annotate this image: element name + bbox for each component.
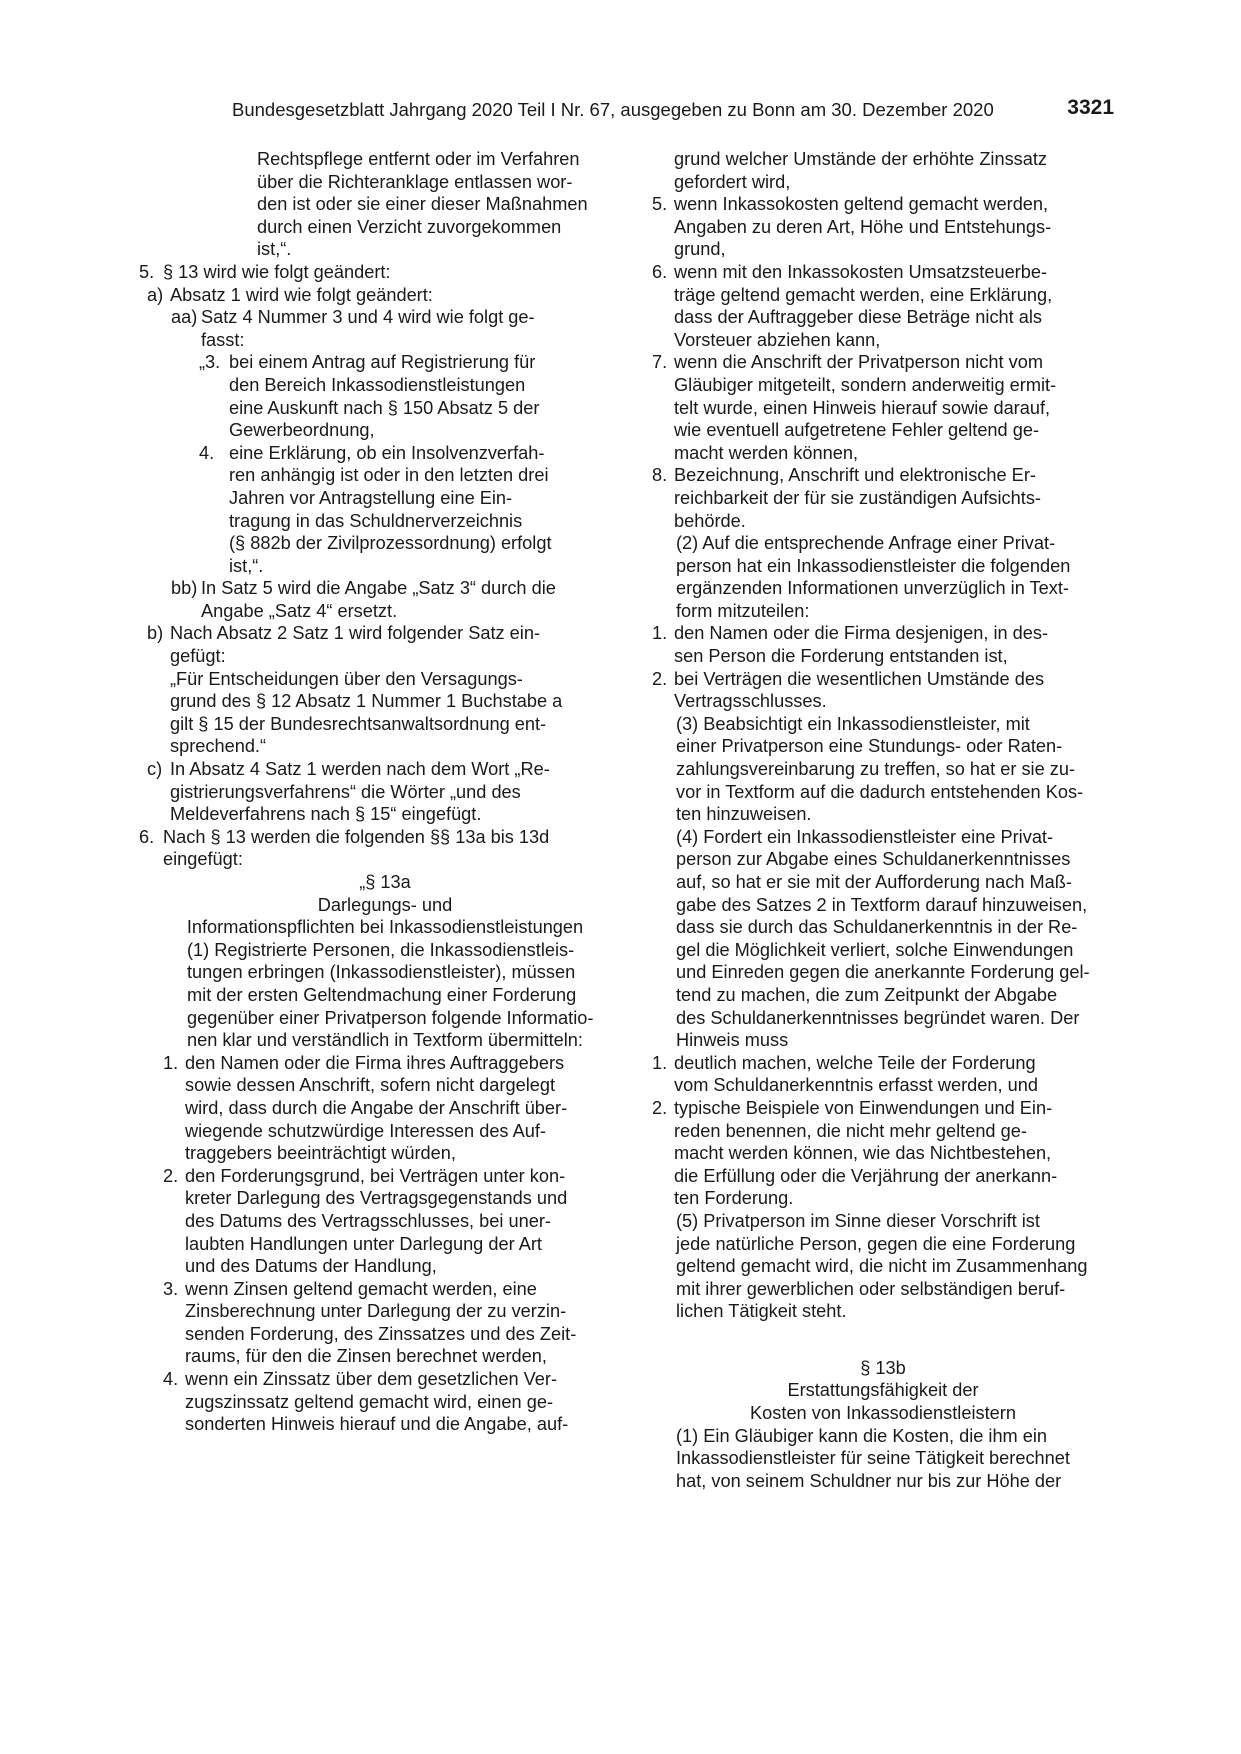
inserted-sentence-quote [170, 668, 607, 758]
text-line: grund des § 12 Absatz 1 Nummer 1 Buchstabe a [170, 691, 563, 712]
item-label: aa) [171, 307, 198, 328]
list-item-5 [652, 193, 1114, 261]
right-column [652, 148, 1114, 1492]
continued-item-text [257, 148, 607, 261]
text-line: Absatz 1 wird wie folgt geändert: [170, 284, 433, 305]
text-line: den Forderungsgrund, bei Verträgen unter kon- [185, 1165, 566, 1186]
item-text [674, 1052, 1114, 1097]
text-line: gel die Möglichkeit verliert, solche Einwendungen [676, 939, 1074, 960]
text-line: mit der ersten Geltendmachung einer Forderung [187, 984, 577, 1005]
text-line: den Namen oder die Firma desjenigen, in des- [674, 623, 1049, 644]
item-text [201, 577, 607, 622]
text-line: und Einreden gegen die anerkannte Forderung gel- [676, 962, 1090, 983]
paragraph-2 [652, 532, 1114, 622]
text-line: Gewerbeordnung, [229, 420, 375, 441]
item-label: 2. [652, 1097, 668, 1118]
amendment-item-c [147, 758, 607, 826]
text-line: den Namen oder die Firma ihres Auftraggebers [185, 1052, 565, 1073]
text-line: In Satz 5 wird die Angabe „Satz 3“ durch die [201, 578, 556, 599]
text-line: (5) Privatperson im Sinne dieser Vorschrift ist [676, 1210, 1040, 1231]
text-line: des Datums des Vertragsschlusses, bei uner- [185, 1210, 551, 1231]
amendment-item-a [147, 284, 607, 307]
text-line: lichen Tätigkeit steht. [676, 1301, 847, 1322]
text-line: macht werden können, [674, 442, 859, 463]
section-heading-13b: § 13b [860, 1357, 906, 1378]
item-label: 8. [652, 465, 668, 486]
text-line: einer Privatperson eine Stundungs- oder Raten- [676, 736, 1063, 757]
text-line: vom Schuldanerkenntnis erfasst werden, und [674, 1075, 1038, 1096]
item-text [229, 442, 607, 578]
text-line: Bezeichnung, Anschrift und elektronische Er- [674, 465, 1036, 486]
paragraph-13b-1 [652, 1425, 1114, 1493]
text-line: grund welcher Umstände der erhöhte Zinssatz [674, 149, 1048, 169]
text-line: fasst: [201, 329, 245, 350]
text-line: sowie dessen Anschrift, sofern nicht dargelegt [185, 1075, 556, 1096]
text-line: dass der Auftraggeber diese Beträge nicht als [674, 307, 1043, 328]
header-title: Bundesgesetzblatt Jahrgang 2020 Teil I Nr. 67, ausgegeben zu Bonn am 30. Dezember 2020 [232, 99, 994, 120]
item-label: 2. [652, 668, 668, 689]
item-label: 4. [163, 1369, 179, 1390]
text-line: reichbarkeit der für sie zuständigen Aufsichts- [674, 487, 1041, 508]
text-line: (1) Ein Gläubiger kann die Kosten, die ihm ein [676, 1425, 1048, 1446]
text-line: ten Forderung. [674, 1188, 794, 1209]
text-line: gabe des Satzes 2 in Textform darauf hinzuweisen, [676, 894, 1088, 915]
text-line: tragung in das Schuldnerverzeichnis [229, 510, 523, 531]
list-item-2 [652, 668, 1114, 713]
text-line: eingefügt: [163, 849, 243, 870]
paragraph-4 [652, 826, 1114, 1052]
item-text [185, 1278, 607, 1368]
item-text [163, 826, 607, 871]
text-line: ist,“. [229, 555, 264, 576]
text-line: sen Person die Forderung entstanden ist, [674, 646, 1008, 667]
text-line: In Absatz 4 Satz 1 werden nach dem Wort „Re- [170, 759, 550, 780]
text-line: den ist oder sie einer dieser Maßnahmen [257, 194, 588, 215]
text-line: (1) Registrierte Personen, die Inkassodienstleis- [187, 939, 575, 960]
text-line: Darlegungs- und [317, 894, 453, 915]
text-line: (2) Auf die entsprechende Anfrage einer Privat- [676, 533, 1056, 554]
text-line: nen klar und verständlich in Textform übermitteln: [187, 1030, 583, 1051]
item-text [185, 1052, 607, 1165]
text-line: gistrierungsverfahrens“ die Wörter „und des [170, 781, 521, 802]
text-line: sprechend.“ [170, 736, 267, 757]
text-line: telt wurde, einen Hinweis hierauf sowie darauf, [674, 397, 1051, 418]
text-line: Satz 4 Nummer 3 und 4 wird wie folgt ge- [201, 307, 535, 328]
text-line: wird, dass durch die Angabe der Anschrift über- [185, 1097, 568, 1118]
item-label: c) [147, 759, 163, 780]
text-line: gegenüber einer Privatperson folgende Informatio- [187, 1007, 594, 1028]
text-line: dass sie durch das Schuldanerkenntnis in der Re- [676, 917, 1078, 938]
text-line: typische Beispiele von Einwendungen und Ein- [674, 1097, 1053, 1118]
amendment-item-aa [171, 306, 607, 351]
text-line: behörde. [674, 510, 746, 531]
paragraph-5 [652, 1210, 1114, 1323]
item-text [170, 284, 607, 307]
item-text [674, 464, 1114, 532]
text-line: eine Auskunft nach § 150 Absatz 5 der [229, 397, 540, 418]
amendment-item-bb [171, 577, 607, 622]
text-line: Rechtspflege entfernt oder im Verfahren [257, 149, 580, 169]
text-line: traggebers beeinträchtigt würden, [185, 1143, 456, 1164]
text-line: Angaben zu deren Art, Höhe und Entstehungs- [674, 216, 1052, 237]
text-line: Vorsteuer abziehen kann, [674, 329, 881, 350]
item-label: a) [147, 284, 164, 305]
text-line: gefügt: [170, 646, 226, 667]
text-line: ergänzenden Informationen unverzüglich in Text- [676, 578, 1069, 599]
text-line: zahlungsvereinbarung zu treffen, so hat er sie zu- [676, 759, 1076, 780]
text-line: auf, so hat er sie mit der Aufforderung nach Maß- [676, 872, 1072, 892]
text-line: (4) Fordert ein Inkassodienstleister eine Privat- [676, 826, 1054, 847]
text-line: macht werden können, wie das Nichtbestehen, [674, 1143, 1052, 1164]
item-text [674, 1097, 1114, 1210]
text-line: und des Datums der Handlung, [185, 1256, 437, 1277]
text-line: wenn mit den Inkassokosten Umsatzsteuerbe- [674, 261, 1048, 282]
text-line: die Erfüllung oder die Verjährung der anerkann- [674, 1165, 1058, 1186]
text-line: sonderten Hinweis hierauf und die Angabe, auf- [185, 1414, 569, 1435]
text-line: wenn Inkassokosten geltend gemacht werden, [674, 194, 1049, 215]
text-line: geltend gemacht wird, die nicht im Zusammenhang [676, 1256, 1088, 1277]
text-line: gilt § 15 der Bundesrechtsanwaltsordnung ent- [170, 713, 547, 734]
paragraph-3 [652, 713, 1114, 826]
amendment-item-b [147, 622, 607, 667]
list-item-8 [652, 464, 1114, 532]
item-label: 1. [163, 1052, 179, 1073]
text-line: des Schuldanerkenntnisses begründet waren. Der [676, 1007, 1080, 1028]
item-text [185, 1165, 607, 1278]
text-line: tend zu machen, die zum Zeitpunkt der Abgabe [676, 984, 1058, 1005]
item-label: 6. [652, 261, 668, 282]
text-line: mit ihrer gewerblichen oder selbständigen beruf- [676, 1278, 1066, 1299]
text-line: Zinsberechnung unter Darlegung der zu verzin- [185, 1301, 567, 1322]
text-line: reden benennen, die nicht mehr geltend ge- [674, 1120, 1027, 1141]
text-line: den Bereich Inkassodienstleistungen [229, 374, 526, 395]
item-label: 5. [652, 194, 668, 215]
item-text [163, 261, 607, 284]
item-label: 2. [163, 1165, 179, 1186]
item-label: 7. [652, 352, 668, 373]
text-line: wie eventuell aufgetretene Fehler geltend ge- [674, 420, 1040, 441]
text-line: Hinweis muss [676, 1030, 789, 1051]
list-item-3 [163, 1278, 607, 1368]
text-line: zugszinssatz geltend gemacht wird, einen ge- [185, 1391, 553, 1412]
amendment-item-6 [139, 826, 607, 871]
list-item-2 [163, 1165, 607, 1278]
text-line: wenn die Anschrift der Privatperson nicht vom [674, 352, 1043, 373]
text-line: Nach § 13 werden die folgenden §§ 13a bis 13d [163, 826, 550, 847]
item-text [674, 261, 1114, 351]
list-item-1 [652, 622, 1114, 667]
text-line: über die Richteranklage entlassen wor- [257, 171, 573, 192]
text-line: Inkassodienstleister für seine Tätigkeit berechnet [676, 1448, 1070, 1469]
text-line: (§ 882b der Zivilprozessordnung) erfolgt [229, 533, 552, 554]
text-line: eine Erklärung, ob ein Insolvenzverfah- [229, 442, 545, 463]
text-line: gefordert wird, [674, 171, 791, 192]
text-line: vor in Textform auf die dadurch entstehenden Kos- [676, 781, 1084, 802]
page-number: 3321 [1067, 96, 1114, 119]
text-line: ren anhängig ist oder in den letzten drei [229, 465, 549, 486]
text-line: „Für Entscheidungen über den Versagungs- [170, 668, 523, 689]
text-line: senden Forderung, des Zinssatzes und des Zeit- [185, 1323, 577, 1344]
item-label: „3. [199, 352, 221, 373]
text-line: person hat ein Inkassodienstleister die folgenden [676, 555, 1071, 576]
item-label: 6. [139, 826, 155, 847]
text-line: durch einen Verzicht zuvorgekommen [257, 216, 562, 237]
text-line: grund, [674, 239, 726, 260]
list-item-7 [652, 351, 1114, 464]
text-line: wenn Zinsen geltend gemacht werden, eine [185, 1278, 537, 1299]
text-line: Vertragsschlusses. [674, 691, 827, 712]
text-line: ten hinzuweisen. [676, 804, 812, 825]
text-line: § 13 wird wie folgt geändert: [163, 261, 391, 282]
item-label: bb) [171, 578, 198, 599]
continued-item-text [674, 148, 1114, 193]
item-text [674, 351, 1114, 464]
item-label: 1. [652, 623, 668, 644]
text-line: hat, von seinem Schuldner nur bis zur Höhe der [676, 1470, 1062, 1491]
text-line: Kosten von Inkassodienstleistern [750, 1403, 1016, 1424]
paragraph-1 [163, 939, 607, 1052]
text-line: form mitzuteilen: [676, 600, 810, 621]
text-line: träge geltend gemacht werden, eine Erklärung, [674, 284, 1053, 305]
item-label: 3. [163, 1278, 179, 1299]
list-item-6 [652, 261, 1114, 351]
list-item-1 [163, 1052, 607, 1165]
section-heading-13a: „§ 13a [359, 872, 411, 892]
text-line: tungen erbringen (Inkassodienstleister), müssen [187, 962, 576, 983]
quoted-item-3 [199, 351, 607, 441]
item-text [229, 351, 607, 441]
text-line: person zur Abgabe eines Schuldanerkenntnisses [676, 849, 1071, 870]
quoted-item-4 [199, 442, 607, 578]
left-column [139, 148, 607, 1436]
amendment-item-5 [139, 261, 607, 284]
text-line: bei Verträgen die wesentlichen Umstände des [674, 668, 1045, 689]
text-line: wenn ein Zinssatz über dem gesetzlichen Ver- [185, 1369, 558, 1390]
section-title-13b [652, 1379, 1114, 1424]
item-label: 5. [139, 261, 155, 282]
text-line: Jahren vor Antragstellung eine Ein- [229, 487, 513, 508]
list-item-1 [652, 1052, 1114, 1097]
section-title-13a [163, 894, 607, 939]
page-header [232, 96, 1114, 126]
item-label: 1. [652, 1052, 668, 1073]
item-text [201, 306, 607, 351]
text-line: wiegende schutzwürdige Interessen des Auf- [185, 1120, 546, 1141]
item-text [674, 622, 1114, 667]
item-text [674, 668, 1114, 713]
text-line: Gläubiger mitgeteilt, sondern anderweitig ermit- [674, 374, 1057, 395]
text-line: jede natürliche Person, gegen die eine Forderung [676, 1233, 1076, 1254]
text-line: Angabe „Satz 4“ ersetzt. [201, 600, 398, 621]
list-item-4 [163, 1368, 607, 1436]
list-item-2 [652, 1097, 1114, 1210]
text-line: laubten Handlungen unter Darlegung der Art [185, 1233, 542, 1254]
item-text [185, 1368, 607, 1436]
text-line: (3) Beabsichtigt ein Inkassodienstleister, mit [676, 713, 1030, 734]
text-line: bei einem Antrag auf Registrierung für [229, 352, 536, 373]
item-text [170, 622, 607, 667]
item-text [674, 193, 1114, 261]
text-line: raums, für den die Zinsen berechnet werden, [185, 1346, 547, 1367]
text-line: Informationspflichten bei Inkassodienstleistungen [186, 917, 584, 938]
item-text [170, 758, 607, 826]
text-line: kreter Darlegung des Vertragsgegenstands und [185, 1188, 568, 1209]
text-line: ist,“. [257, 239, 292, 260]
item-label: 4. [199, 442, 215, 463]
text-line: Erstattungsfähigkeit der [787, 1380, 979, 1401]
item-label: b) [147, 623, 164, 644]
text-line: deutlich machen, welche Teile der Forderung [674, 1052, 1036, 1073]
text-line: Meldeverfahrens nach § 15“ eingefügt. [170, 804, 482, 825]
text-line: Nach Absatz 2 Satz 1 wird folgender Satz ein- [170, 623, 541, 644]
